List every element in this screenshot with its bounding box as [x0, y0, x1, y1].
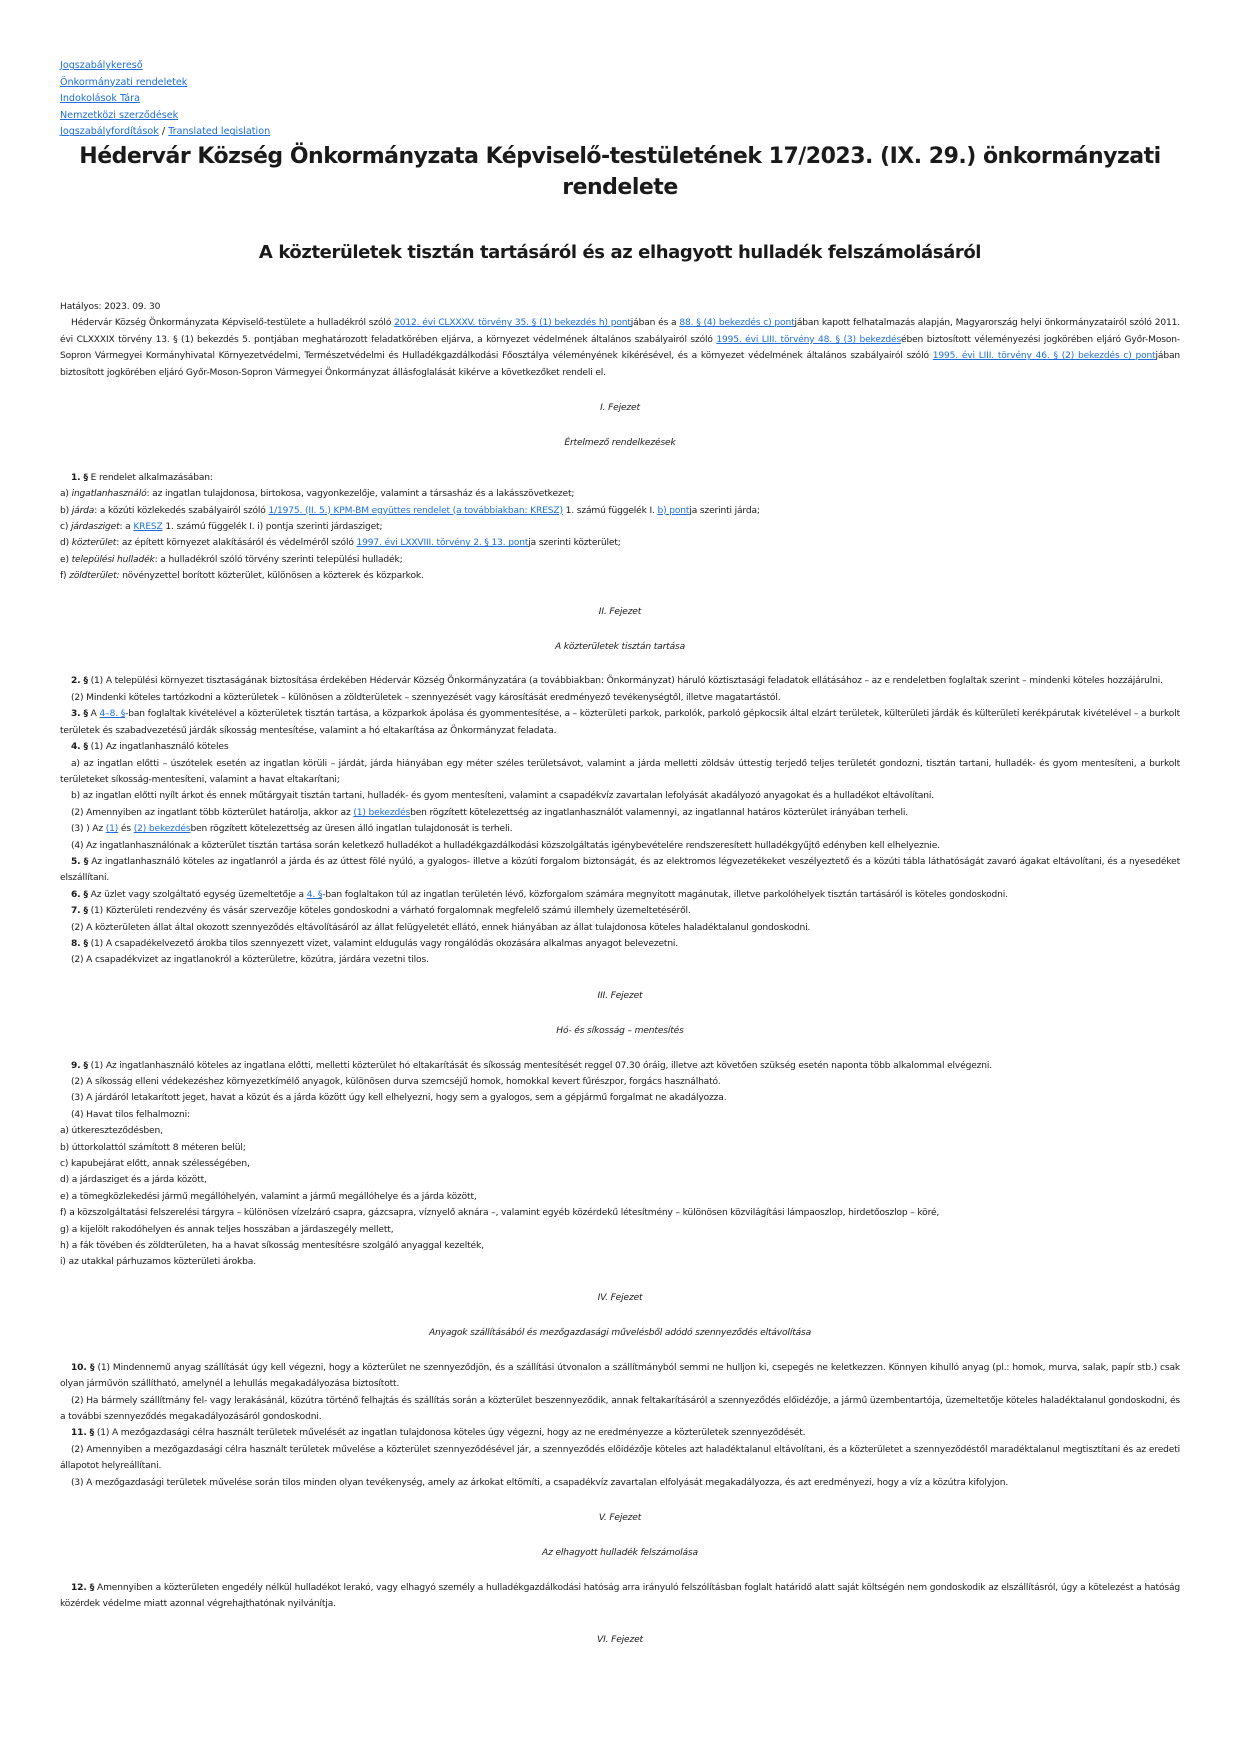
section-number: 4. § [71, 742, 88, 753]
chapter-number: VI. Fejezet [597, 1634, 643, 1645]
definition-text: : az épített környezet alakításáról és védelméről szóló [116, 538, 357, 549]
definition-text: 1. számú függelék I. i) pontja szerinti járdasziget; [162, 522, 383, 533]
paragraph-text: ben rögzített kötelezettség az ingatlanhasználót valamennyi, az ingatlannal határos közterület irányában terheli. [410, 807, 908, 818]
page-title: Hédervár Község Önkormányzata Képviselő-testületének 17/2023. (IX. 29.) önkormányzati rendelete [79, 143, 1161, 200]
paragraph-text: ben rögzített kötelezettség az üresen álló ingatlan tulajdonosát is terheli. [190, 824, 513, 835]
paragraph: (2) A csapadékvizet az ingatlanokról a közterületre, közútra, járdára vezetni tilos. [71, 955, 429, 966]
section-text: (1) Mindennemű anyag szállítását úgy kell végezni, hogy a közterület ne szennyeződjön, és a szállítási útvonalon a szállítmányból semmi ne hulljon ki, csepegés ne keletkezzen. Könnyen kihulló anyag (pl.: homok, murva, salak, papír stb.) csak olyan járművön szállítható, amelynél a lehullás megakadályozása biztosított. [60, 1362, 1180, 1390]
chapter-number: V. Fejezet [598, 1512, 642, 1523]
definition-text: ja szerinti járda; [689, 505, 760, 516]
item-marker: b) [60, 505, 72, 516]
section-6 [60, 887, 1180, 903]
preamble-text: Hédervár Község Önkormányzata Képviselő-testülete a hulladékról szóló [71, 318, 395, 329]
section-text: (1) Közterületi rendezvény és vásár szervezője köteles gondoskodni a várható forgalomnak megfelelő számú illemhely üzemeltetéséről. [87, 906, 691, 917]
kresz-regulation-link[interactable]: 1/1975. (II. 5.) KPM-BM együttes rendelet (a továbbiakban: KRESZ) [268, 505, 563, 516]
section-number: 12. § [71, 1582, 95, 1593]
section-number: 5. § [71, 856, 89, 867]
list-item: f) a közszolgáltatási felszerelési tárgyra – különösen vízelzáró csapra, gázcsapra, víznyelő aknára –, valamint egyéb közérdekű létesítmény – különösen közvilágítási lámpaoszlop, hirdetőoszlop – köré, [60, 1208, 940, 1219]
list-item: e) a tömegközlekedési jármű megállóhelyén, valamint a jármű megállóhelye és a járda között, [60, 1191, 477, 1202]
list-item: a) útkereszteződésben, [60, 1126, 163, 1137]
paragraph: (2) A közterületen állat által okozott szennyeződés eltávolításáról az állat felügyeletét ellátó, ennek hiányában az állat tulajdonosa köteles haladéktalanul gondoskodni. [71, 922, 811, 933]
preamble [60, 315, 1180, 381]
definition-text: : a közúti közlekedés szabályairól szóló [94, 505, 269, 516]
section-8 [60, 936, 1180, 952]
definition-text: 1. számú függelék I. [562, 505, 658, 516]
definition-d [60, 535, 1180, 551]
defined-term: zöldterület: [69, 571, 120, 582]
definition-e [60, 552, 1180, 568]
section-text: Az ingatlanhasználó köteles az ingatlanról a járda és az úttest fölé nyúló, a gyalogos- illetve a közúti forgalom biztonságát, és az elektromos légvezetékeket veszélyeztető és a közúti tábla láthatóságát zavaró ágakat eltávolítani, és a nyesedéket elszállítani. [60, 856, 1180, 884]
section-text: A [87, 709, 100, 720]
paragraph: (2) Ha bármely szállítmány fel- vagy lerakásánál, közútra történő felhajtás és szállítás során a közterület beszennyeződik, annak feltakarításáról a szennyeződés előidézője, a jármű üzembentartója, üzemeltetője köteles haladéktalanul gondoskodni, és a további szennyeződés megakadályozásáról gondoskodni. [60, 1395, 1180, 1422]
definition-text: ja szerinti közterület; [528, 538, 621, 549]
item-marker: a) [60, 489, 72, 500]
list-item: g) a kijelölt rakodóhelyen és annak teljes hosszában a járdaszegély mellett, [60, 1224, 394, 1235]
section-2 [60, 673, 1180, 689]
nav-link-jogszabalyforditasok[interactable]: Jogszabályfordítások [60, 126, 159, 138]
section-11 [60, 1425, 1180, 1441]
section-number: 3. § [71, 709, 88, 720]
effective-date: Hatályos: 2023. 09. 30 [60, 301, 161, 312]
section-4 [60, 739, 1180, 755]
section-4-8-link[interactable]: 4–8. § [99, 709, 126, 720]
preamble-text: jában és a [630, 318, 680, 329]
preamble-link-2[interactable]: 88. § (4) bekezdés c) pont [679, 318, 795, 329]
list-item: d) a járdasziget és a járda között, [60, 1175, 207, 1186]
defined-term: ingatlanhasználó [71, 489, 147, 500]
section-number: 10. § [71, 1362, 95, 1373]
item-marker: c) [60, 522, 71, 533]
section-number: 8. § [71, 938, 88, 949]
bekezdes-2-link[interactable]: (2) bekezdés [133, 824, 191, 835]
preamble-text: ében biztosított véleményezési jogkörében eljáró Győr-Moson-Sopron Vármegyei Kormányhivatal Környezetvédelmi, Természetvédelmi és Hulladékgazdálkodási Főosztálya véleményének kikérésével, és a környezet védelmének általános szabályairól szóló [60, 334, 1180, 362]
definition-c [60, 519, 1180, 535]
kresz-link[interactable]: KRESZ [133, 522, 163, 533]
preamble-link-3[interactable]: 1995. évi LIII. törvény 48. § (3) bekezdés [716, 334, 902, 345]
item-marker: d) [60, 538, 72, 549]
defined-term: járdasziget [71, 522, 120, 533]
section-text: Az üzlet vagy szolgáltató egység üzemeltetője a [87, 889, 307, 900]
section-text: (1) A csapadékelvezető árokba tilos szennyezett vizet, valamint eldugulás vagy rongálódás okozására alkalmas anyagot belevezetni. [87, 938, 679, 949]
nav-link-nemzetkozi-szerzodesek[interactable]: Nemzetközi szerződések [60, 109, 179, 121]
paragraph [60, 805, 1180, 821]
definition-a [60, 486, 1180, 502]
section-10 [60, 1360, 1180, 1393]
section-4-link[interactable]: 4. § [306, 889, 323, 900]
ref-1-link[interactable]: (1) [105, 824, 119, 835]
section-number: 7. § [71, 906, 88, 917]
section-text: (1) Az ingatlanhasználó köteles [87, 742, 229, 753]
paragraph: a) az ingatlan előtti – úszótelek esetén az ingatlan körüli – járdát, járda hiányában egy méter széles területsávot, valamint a járda melletti zöldsáv úttestig terjedő teljes területét gondozni, tisztán tartani, hulladék- és gyom mentesíteni, a burkolt területeket síkosság-mentesíteni, valamint a havat eltakarítani; [60, 758, 1180, 785]
chapter-number: II. Fejezet [598, 606, 642, 617]
paragraph-text: (3) ) Az [71, 824, 106, 835]
section-text: -ban foglaltak kivételével a közterületek tisztán tartása, a közparkok ápolása és gyommentesítése, a – közterületi parkok, parkolók, parkoló gépkocsik által elzárt területek, külterületi járdák és külterületi kerékpárutak kivételével – a burkolt területek és szabadvezetésű járdák síkosság mentesítése, valamint a hó eltakarítása az Önkormányzat feladata. [60, 709, 1181, 736]
paragraph [60, 821, 1180, 837]
nav-link-jogszabalykereso[interactable]: Jogszabálykereső [60, 60, 143, 71]
section-text: (1) Az ingatlanhasználó köteles az ingatlana előtti, melletti közterület hó eltakarítását és síkosság mentesítését reggel 07.30 óráig, illetve azt követően szükség esetén naponta több alkalommal elvégezni. [87, 1060, 993, 1071]
section-number: 1. § [71, 472, 88, 483]
paragraph: (4) Havat tilos felhalmozni: [71, 1109, 190, 1120]
paragraph: (3) A mezőgazdasági területek művelése során tilos minden olyan tevékenység, amely az árkokat eltömíti, a csapadékvíz zavartalan elfolyását megakadályozza, és azt eredményezi, hogy a víz a közútra kifolyjon. [71, 1477, 1009, 1488]
section-number: 6. § [71, 889, 88, 900]
definition-f [60, 568, 1180, 584]
item-marker: f) [60, 571, 70, 582]
definition-text: : a hulladékról szóló törvény szerinti települési hulladék; [154, 554, 403, 565]
paragraph: (3) A járdáról letakarított jeget, havat a közút és a járda között úgy kell elhelyezni, hogy sem a gyalogos, sem a gépjármű forgalmat ne akadályozza. [71, 1093, 727, 1104]
definition-text: növényzettel borított közterület, különösen a közterek és közparkok. [119, 571, 424, 582]
nav-translations-line [60, 124, 1180, 141]
defined-term: települési hulladék [71, 554, 155, 565]
section-3 [60, 706, 1180, 739]
paragraph: (2) A síkosság elleni védekezéshez környezetkímélő anyagok, különösen durva szemcséjű homok, homokkal kevert fűrészpor, forgács használható. [71, 1077, 721, 1087]
preamble-text: jában kapott felhatalmazás alapján, Magyarország helyi önkormányzatairól szóló 2011. évi CLXXXIX törvény 13. § (1) bekezdés 5. pontjában meghatározott feladatkörében eljárva, a környezet védelmének általános szabályairól szóló [60, 318, 1180, 345]
bekezdes-1-link[interactable]: (1) bekezdés [353, 807, 411, 818]
section-9 [60, 1058, 1180, 1074]
section-text: (1) A települési környezet tisztaságának biztosítása érdekében Hédervár Község Önkormányzatára (a továbbiakban: Önkormányzat) háruló köztisztasági feladatok ellátásához – az e rendeletben foglaltak szerint – mindenki köteles hozzájárulni. [87, 676, 1163, 687]
list-item: c) kapubejárat előtt, annak szélességében, [60, 1159, 250, 1170]
section-text: -ban foglaltakon túl az ingatlan területén lévő, közforgalom számára megnyitott magánutak, illetve parkolóhelyek tisztán tartásáról is köteles gondoskodni. [322, 889, 1008, 900]
preamble-link-4[interactable]: 1995. évi LIII. törvény 46. § (2) bekezdés c) pont [932, 351, 1156, 362]
defined-term: járda [71, 505, 95, 516]
section-number: 9. § [71, 1060, 88, 1071]
chapter-title: Értelmező rendelkezések [564, 438, 676, 449]
paragraph: b) az ingatlan előtti nyílt árkot és ennek műtárgyait tisztán tartani, hulladék- és gyom mentesíteni, valamint a csapadékvíz zavartalan lefolyását akadályozó anyagokat és a hulladékot eltávolítani. [71, 791, 935, 802]
preamble-text: jában biztosított jogkörében eljáró Győr-Moson-Sopron Vármegyei Önkormányzat állásfoglalását kikérve a következőket rendeli el. [60, 351, 1180, 378]
defined-term: közterület [71, 538, 117, 549]
section-number: 11. § [71, 1428, 95, 1439]
nav-link-onkormanyzati-rendeletek[interactable]: Önkormányzati rendeletek [60, 76, 188, 88]
section-text: (1) A mezőgazdasági célra használt területek művelését az ingatlan tulajdonosa köteles úgy végezni, hogy az ne eredményezze a közterületek szennyeződését. [94, 1428, 806, 1439]
section-number: 2. § [71, 676, 88, 687]
list-item: i) az utakkal párhuzamos közterületi árokba. [60, 1257, 256, 1268]
law-1997-link[interactable]: 1997. évi LXXVIII. törvény 2. § 13. pont [356, 538, 529, 549]
list-item: b) úttorkolattól számított 8 méteren belül; [60, 1142, 246, 1153]
chapter-title: Hó- és síkosság – mentesítés [556, 1026, 684, 1037]
section-text: Amennyiben a közterületen engedély nélkül hulladékot lerakó, vagy elhagyó személy a hulladékgazdálkodási hatóság arra irányuló felszólításban foglalt határidő alatt saját költségén nem gondoskodik az elszállításról, úgy a kötelezést a hatóság közérdek védelme miatt azonnal végrehajthatónak nyilvánítja. [60, 1582, 1180, 1610]
paragraph: (2) Mindenki köteles tartózkodni a közterületek – különösen a zöldterületek – szennyezését vagy károsítását eredményező tevékenységtől, illetve magatartástól. [71, 692, 781, 703]
list-item: h) a fák tövében és zöldterületen, ha a havat síkosság mentesítésre szolgáló anyaggal kezelték, [60, 1241, 484, 1252]
section-5 [60, 854, 1180, 887]
nav-link-translated-legislation[interactable]: Translated legislation [168, 126, 271, 138]
paragraph-text: (2) Amennyiben az ingatlant több közterület határolja, akkor az [71, 807, 354, 818]
item-marker: e) [60, 554, 72, 565]
chapter-number: I. Fejezet [600, 403, 640, 413]
chapter-number: IV. Fejezet [597, 1292, 643, 1303]
chapter-title: Az elhagyott hulladék felszámolása [542, 1548, 698, 1559]
section-text: E rendelet alkalmazásában: [87, 472, 213, 483]
section-12 [60, 1580, 1180, 1613]
section-7 [60, 903, 1180, 919]
paragraph: (4) Az ingatlanhasználónak a közterület tisztán tartása során keletkező hulladékot a hulladékgazdálkodási közszolgáltatás igénybevételére rendszeresített hulladékgyűjtő edényben kell elhelyeznie. [71, 840, 940, 851]
nav-link-indokolasok-tara[interactable]: Indokolások Tára [60, 93, 140, 105]
chapter-number: III. Fejezet [597, 990, 643, 1001]
page-subtitle: A közterületek tisztán tartásáról és az elhagyott hulladék felszámolásáról [258, 241, 982, 263]
paragraph-text: és [118, 824, 134, 835]
nav-separator: / [158, 126, 169, 138]
paragraph: (2) Amennyiben a mezőgazdasági célra használt területek művelése a közterület szennyeződésével jár, a szennyeződés előidézője köteles azt haladéktalanul eltávolítani, és a közterületet a szennyeződéstől maradéktalanul megtisztítani és az eredeti állapotot helyreállítani. [60, 1444, 1180, 1472]
top-nav [60, 58, 1180, 141]
definition-text: : az ingatlan tulajdonosa, birtokosa, vagyonkezelője, valamint a társasház és a lakásszövetkezet; [146, 489, 575, 500]
document-page [60, 58, 1180, 1648]
b-pont-link[interactable]: b) pont [657, 505, 690, 516]
preamble-link-1[interactable]: 2012. évi CLXXXV. törvény 35. § (1) bekezdés h) pont [394, 318, 631, 329]
chapter-title: A közterületek tisztán tartása [554, 642, 686, 653]
definition-b [60, 503, 1180, 519]
section-1 [60, 470, 1180, 486]
chapter-title: Anyagok szállításából és mezőgazdasági művelésből adódó szennyeződés eltávolítása [428, 1328, 812, 1339]
definition-text: : a [119, 522, 134, 533]
